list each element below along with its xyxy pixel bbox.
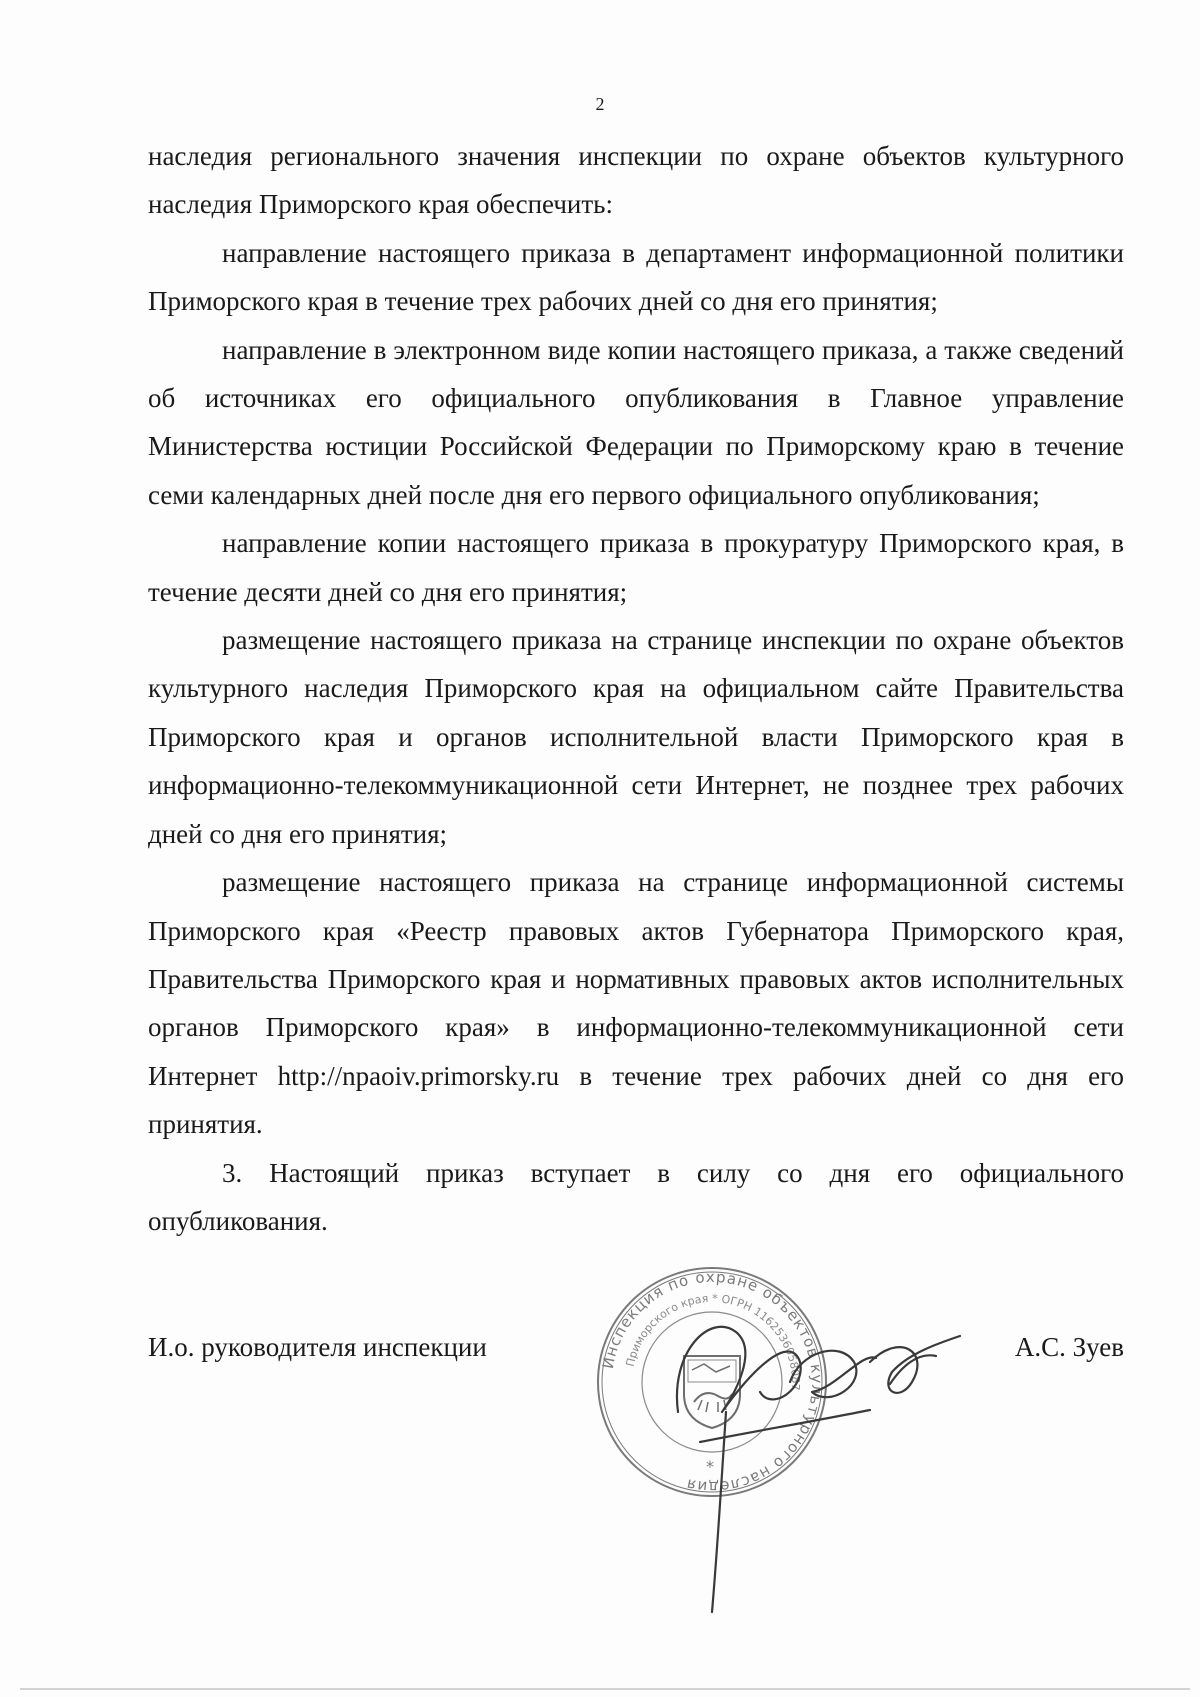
scan-edge-line xyxy=(20,1688,1190,1690)
signatory-name: А.С. Зуев xyxy=(1014,1332,1124,1362)
document-body xyxy=(148,132,1124,1245)
signatory-position: И.о. руководителя инспекции xyxy=(148,1332,487,1362)
paragraph-clause-3: 3. Настоящий приказ вступает в силу со дня его официального опубликования. xyxy=(148,1157,1124,1236)
signature-block xyxy=(148,1332,1124,1382)
stamp-inner-text: Приморского края * ОГРН 1162536058087 xyxy=(623,1291,803,1391)
page-number: 2 xyxy=(595,94,605,114)
svg-text:*: * xyxy=(706,1457,714,1476)
paragraph-item: направление в электронном виде копии настоящего приказа, а также сведений об источниках его официального опубликования в Главное управление Министерства юстиции Российской Федерации по Приморскому краю в течение семи календарных дней после дня его первого официального опубликования; xyxy=(148,334,1124,510)
paragraph-item: направление настоящего приказа в департамент информационной политики Приморского края в течение трех рабочих дней со дня его принятия; xyxy=(148,237,1124,317)
paragraph-item: размещение настоящего приказа на странице инспекции по охране объектов культурного наследия Приморского края на официальном сайте Правительства Приморского края и органов исполнительной власти Приморского края в информационно-телекоммуникационной сети Интернет, не позднее трех рабочих дней со дня его принятия; xyxy=(148,625,1124,849)
paragraph-continuation: наследия регионального значения инспекции по охране объектов культурного наследия Приморского края обеспечить: xyxy=(148,141,1124,220)
stamp-outer-text: Инспекция по охране объектов культурного наследия xyxy=(598,1267,827,1497)
paragraph-item: размещение настоящего приказа на странице информационной системы Приморского края «Реестр правовых актов Губернатора Приморского края, Правительства Приморского края и нормативных правовых актов исполнительных органов Приморского края» в информационно-телекоммуникационной сети Интернет http://npaoiv.primorsky.ru в течение трех рабочих дней со дня его принятия. xyxy=(148,867,1124,1140)
paragraph-item: направление копии настоящего приказа в прокуратуру Приморского края, в течение десяти дней со дня его принятия; xyxy=(148,528,1124,607)
